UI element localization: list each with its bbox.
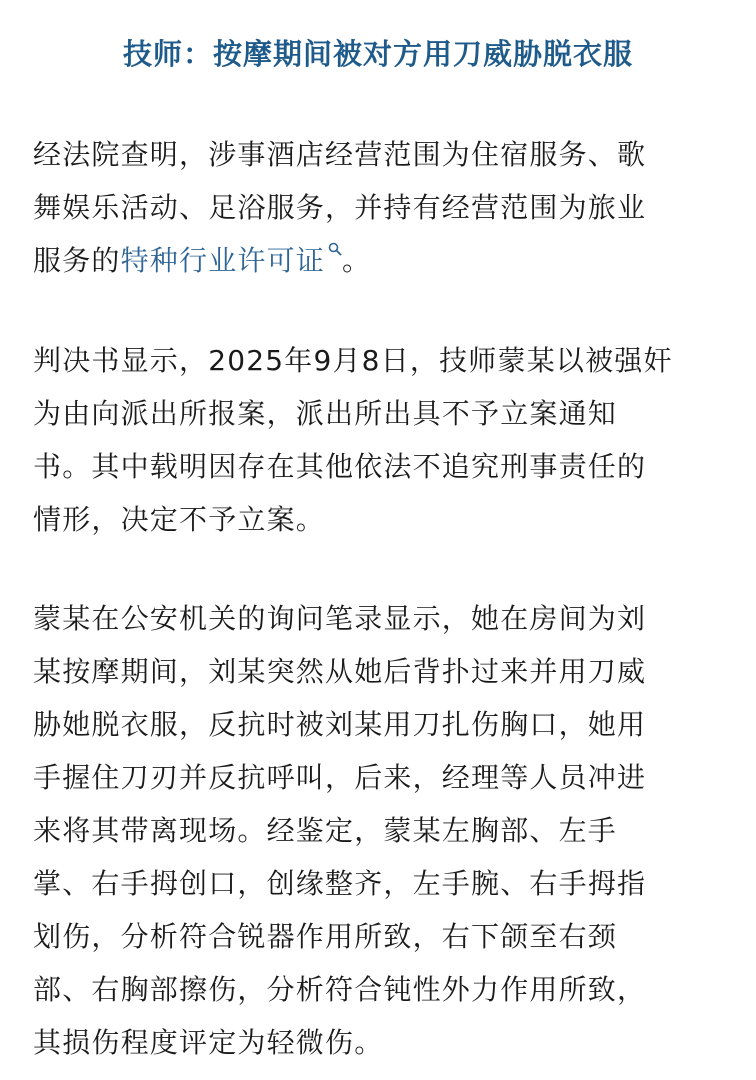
paragraph-line: 书。其中载明因存在其他依法不追究刑事责任的 xyxy=(33,450,647,483)
paragraph-line xyxy=(33,234,733,287)
paragraph-line: 其损伤程度评定为轻微伤。 xyxy=(33,1026,384,1059)
search-icon[interactable] xyxy=(328,242,342,256)
paragraph-line: 蒙某在公安机关的询问笔录显示，她在房间为刘 xyxy=(33,602,647,635)
article-title: 技师：按摩期间被对方用刀威胁脱衣服 xyxy=(122,37,633,71)
paragraph-line: 某按摩期间，刘某突然从她后背扑过来并用刀威 xyxy=(33,655,647,688)
paragraph-line: 情形，决定不予立案。 xyxy=(33,503,326,536)
paragraph-line: 掌、右手拇创口，创缘整齐，左手腕、右手拇指 xyxy=(33,867,647,900)
paragraph-line: 舞娱乐活动、足浴服务，并持有经营范围为旅业 xyxy=(33,191,647,224)
paragraph-line: 来将其带离现场。经鉴定，蒙某左胸部、左手 xyxy=(33,814,618,847)
paragraph-line: 划伤，分析符合锐器作用所致，右下颌至右颈 xyxy=(33,920,618,953)
paragraph-police-record xyxy=(33,592,733,1069)
link-text[interactable]: 特种行业许可证 xyxy=(120,244,326,277)
special-license-search-link[interactable] xyxy=(121,244,342,277)
paragraph-court-findings xyxy=(33,128,733,287)
paragraph-line: 手握住刀刃并反抗呼叫，后来，经理等人员冲进 xyxy=(33,761,647,794)
paragraph-line: 判决书显示，2025年9月8日，技师蒙某以被强奸 xyxy=(33,344,673,377)
paragraph-line: 胁她脱衣服，反抗时被刘某用刀扎伤胸口，她用 xyxy=(33,708,647,741)
paragraph-text: 服务的 xyxy=(33,244,121,277)
paragraph-line: 部、右胸部擦伤，分析符合钝性外力作用所致， xyxy=(33,973,647,1006)
paragraph-line: 为由向派出所报案，派出所出具不予立案通知 xyxy=(33,397,618,430)
paragraph-judgment xyxy=(33,334,733,546)
paragraph-text: 。 xyxy=(342,244,372,277)
paragraph-line: 经法院查明，涉事酒店经营范围为住宿服务、歌 xyxy=(33,138,647,171)
